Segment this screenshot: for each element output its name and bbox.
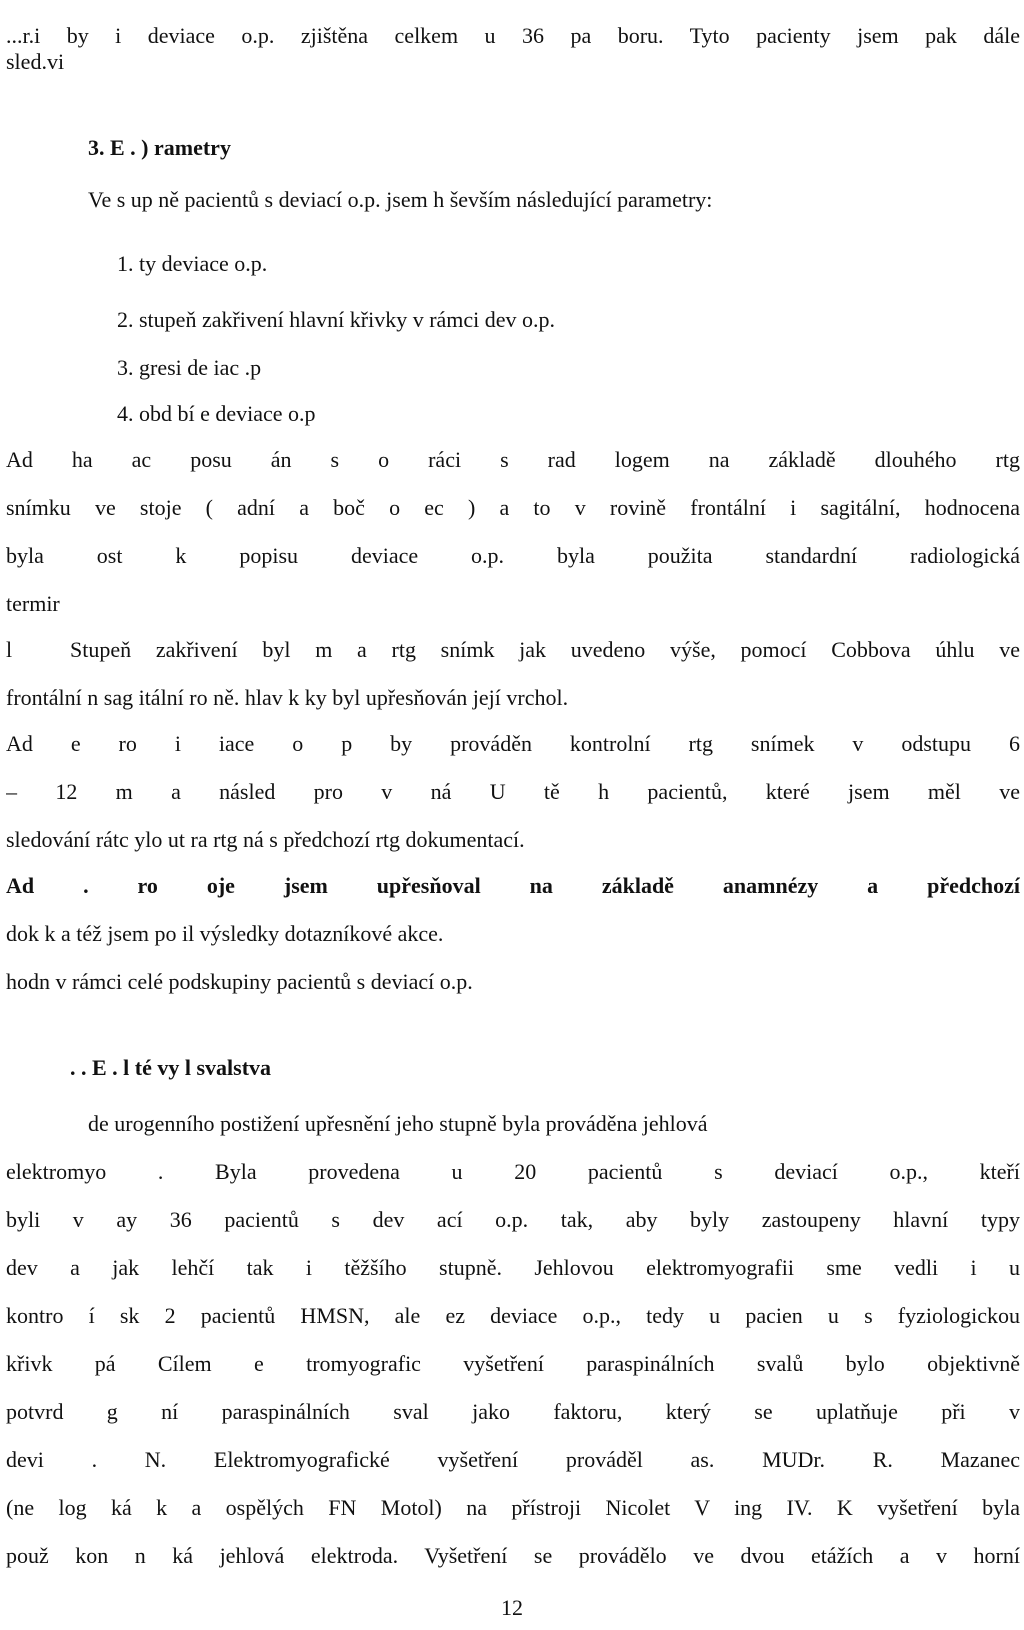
paragraph-line: sled.vi [6,49,65,74]
list-item: 2. stupeň zakřivení hlavní křivky v rámci dev o.p. [117,307,556,332]
paragraph-line: Stupeň zakřivení byl m a rtg snímk jak uvedeno výše, pomocí Cobbova úhlu ve [70,637,1020,662]
section-heading: . . E . l té vy l svalstva [70,1055,272,1080]
paragraph-line: kontro í sk 2 pacientů HMSN, ale ez deviace o.p., tedy u pacien u s fyziologickou [6,1303,1020,1328]
list-item: 4. obd bí e deviace o.p [117,401,316,426]
paragraph-line: použ kon n ká jehlová elektroda. Vyšetření se provádělo ve dvou etážích a v horní [6,1543,1020,1568]
paragraph-line: ...r.i by i deviace o.p. zjištěna celkem u 36 pa boru. Tyto pacienty jsem pak dále [6,23,1020,48]
paragraph-line: dok k a též jsem po il výsledky dotazníkové akce. [6,921,444,946]
paragraph-line: byla ost k popisu deviace o.p. byla použita standardní radiologická [6,543,1020,568]
paragraph-line: hodn v rámci celé podskupiny pacientů s deviací o.p. [6,969,473,994]
paragraph-line: termir [6,591,60,616]
paragraph-line: frontální n sag itální ro ně. hlav k ky byl upřesňován její vrchol. [6,685,569,710]
paragraph-line: Ad e ro i iace o p by prováděn kontrolní rtg snímek v odstupu 6 [6,731,1020,756]
page-number: 12 [501,1595,523,1620]
paragraph-line: devi . N. Elektromyografické vyšetření prováděl as. MUDr. R. Mazanec [6,1447,1020,1472]
paragraph-line: dev a jak lehčí tak i těžšího stupně. Jehlovou elektromyografii sme vedli i u [6,1255,1020,1280]
paragraph-line: (ne log ká k a ospělých FN Motol) na přístroji Nicolet V ing IV. K vyšetření byla [6,1495,1020,1520]
paragraph-line: snímku ve stoje ( adní a boč o ec ) a to v rovině frontální i sagitální, hodnocena [6,495,1020,520]
paragraph-line: sledování rátc ylo ut ra rtg ná s předchozí rtg dokumentací. [6,827,525,852]
list-marker: l [6,637,13,662]
paragraph-line: Ad ha ac posu án s o ráci s rad logem na základě dlouhého rtg [6,447,1020,472]
paragraph-line: byli v ay 36 pacientů s dev ací o.p. tak, aby byly zastoupeny hlavní typy [6,1207,1020,1232]
paragraph-line: elektromyo . Byla provedena u 20 pacientů s deviací o.p., kteří [6,1159,1020,1184]
paragraph-line: křivk pá Cílem e tromyografic vyšetření paraspinálních svalů bylo objektivně [6,1351,1020,1376]
paragraph-line: de urogenního postižení upřesnění jeho stupně byla prováděna jehlová [88,1111,708,1136]
section-heading: 3. E . ) rametry [88,135,231,160]
list-item: 1. ty deviace o.p. [117,251,268,276]
paragraph-line: Ad . ro oje jsem upřesňoval na základě anamnézy a předchozí [6,873,1020,898]
paragraph-line: potvrd g ní paraspinálních sval jako faktoru, který se uplatňuje při v [6,1399,1020,1424]
list-item: 3. gresi de iac .p [117,355,262,380]
paragraph-line: Ve s up ně pacientů s deviací o.p. jsem h ševším následující parametry: [88,187,713,212]
paragraph-line: – 12 m a násled pro v ná U tě h pacientů, které jsem měl ve [6,779,1020,804]
